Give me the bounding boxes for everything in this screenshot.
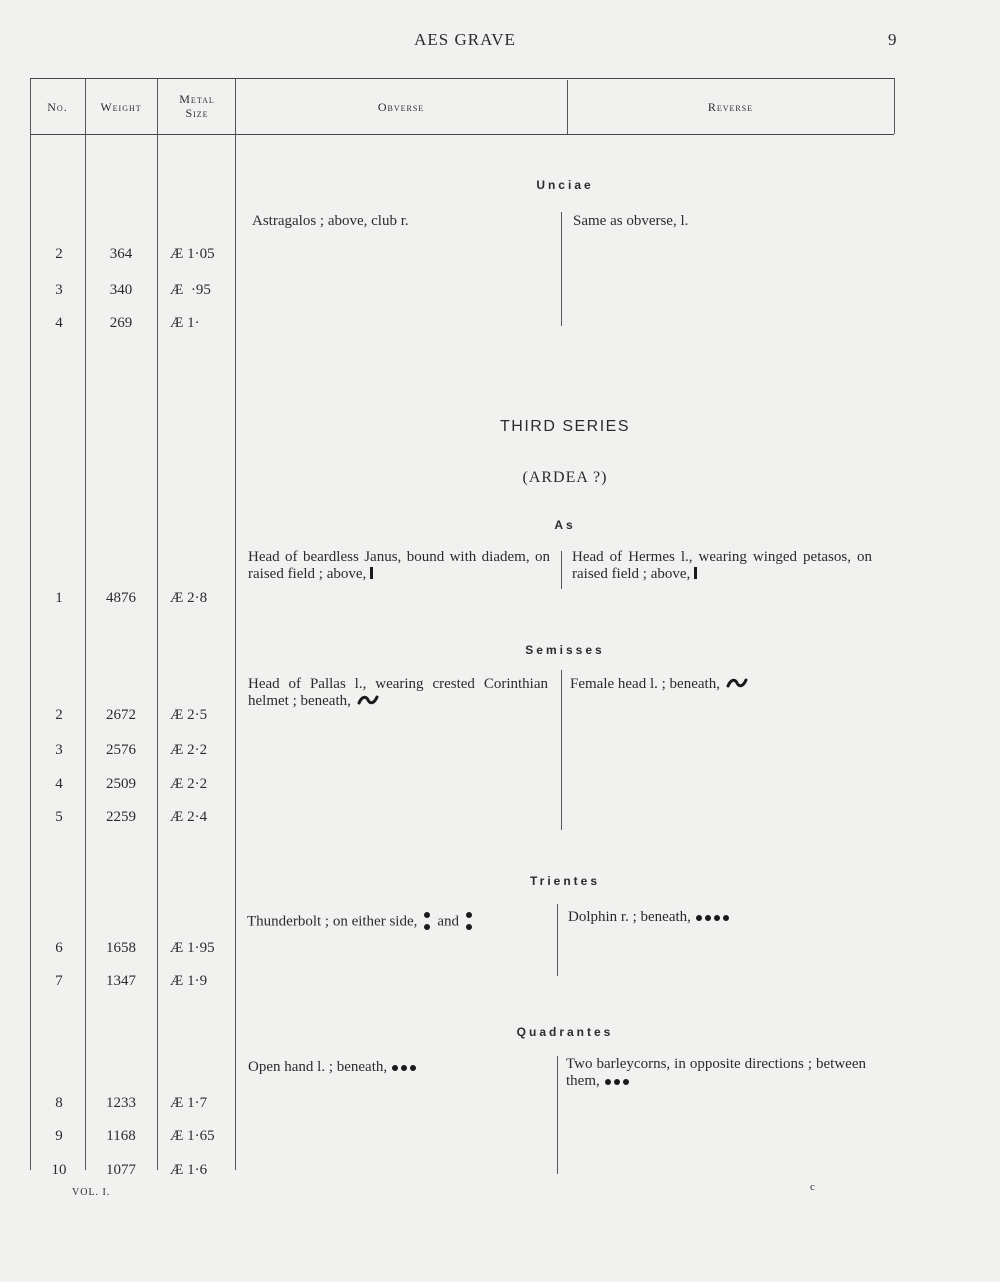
column-header-obverse: Obverse <box>377 100 425 114</box>
sigma-mark-icon <box>357 693 379 710</box>
table-row-weight: 4876 <box>106 590 136 606</box>
unciae-obverse-reverse-divider <box>561 212 562 326</box>
table-row-metal-size: Æ 2·2 <box>170 776 208 792</box>
trientes-reverse <box>568 909 868 926</box>
table-row-no: 4 <box>55 315 63 331</box>
table-top-rule <box>30 78 894 79</box>
semisses-obverse <box>248 676 548 710</box>
section-heading-quadrantes: Quadrantes <box>516 1025 614 1039</box>
left-border <box>30 78 31 1170</box>
table-row-metal-size: Æ 2·2 <box>170 742 208 758</box>
table-row-weight: 340 <box>109 282 133 298</box>
table-row-no: 4 <box>55 776 63 792</box>
mark-bar-icon <box>694 567 697 579</box>
semisses-obverse-reverse-divider <box>561 670 562 830</box>
table-row-no: 3 <box>55 282 63 298</box>
table-row-weight: 1347 <box>106 973 136 989</box>
sigma-mark-icon <box>726 676 748 693</box>
table-row-metal-size: Æ 1·95 <box>170 940 215 956</box>
table-row-weight: 1233 <box>106 1095 136 1111</box>
divider-no-weight <box>85 78 86 1170</box>
running-title: AES GRAVE <box>414 30 516 49</box>
divider-metal-obverse <box>235 78 236 1170</box>
as-reverse-text: Head of Hermes l., wearing winged petasos, on raised field ; above, <box>572 549 872 582</box>
table-row-weight: 2259 <box>106 809 136 825</box>
table-row-weight: 1658 <box>106 940 136 956</box>
two-dots-icon <box>423 910 431 934</box>
table-row-metal-size: Æ 2·8 <box>170 590 208 606</box>
trientes-obverse-reverse-divider <box>557 904 558 976</box>
table-row-no: 5 <box>55 809 63 825</box>
unciae-obverse: Astragalos ; above, club r. <box>252 213 409 229</box>
table-row-no: 1 <box>55 590 63 606</box>
quadrantes-reverse <box>566 1056 866 1090</box>
series-subtitle: (ARDEA ?) <box>522 469 608 486</box>
semisses-reverse-text: Female head l. ; beneath, <box>570 676 720 692</box>
semisses-reverse <box>570 676 870 693</box>
table-row-weight: 2672 <box>106 707 136 723</box>
table-row-weight: 364 <box>109 246 133 262</box>
table-row-weight: 2576 <box>106 742 136 758</box>
table-row-no: 9 <box>55 1128 63 1144</box>
column-header-reverse: Reverse <box>707 100 754 114</box>
quadrantes-obverse-text: Open hand l. ; beneath, <box>248 1059 388 1075</box>
section-heading-unciae: Unciae <box>536 178 594 192</box>
header-bottom-rule <box>30 134 894 135</box>
section-heading-trientes: Trientes <box>529 874 601 888</box>
table-row-weight: 2509 <box>106 776 136 792</box>
trientes-obverse-and: and <box>437 913 460 930</box>
table-row-metal-size: Æ ·95 <box>170 282 211 298</box>
column-header-no: No. <box>47 100 68 114</box>
trientes-obverse <box>247 910 557 934</box>
mark-bar-icon <box>370 567 373 579</box>
section-heading-as: As <box>554 518 576 532</box>
unciae-reverse: Same as obverse, l. <box>573 213 689 229</box>
signature-mark: c <box>810 1181 815 1193</box>
table-row-weight: 1077 <box>106 1162 136 1178</box>
table-row-metal-size: Æ 2·5 <box>170 707 208 723</box>
semisses-obverse-text: Head of Pallas l., wearing crested Corinthian helmet ; beneath, <box>248 676 548 709</box>
table-row-metal-size: Æ 1·05 <box>170 246 215 262</box>
table-row-metal-size: Æ 2·4 <box>170 809 208 825</box>
table-row-metal-size: Æ 1·6 <box>170 1162 208 1178</box>
as-reverse <box>572 549 872 583</box>
trientes-obverse-text: Thunderbolt ; on either side, <box>247 913 418 930</box>
table-row-no: 2 <box>55 707 63 723</box>
table-row-weight: 269 <box>109 315 133 331</box>
as-obverse-text: Head of beardless Janus, bound with diadem, on raised field ; above, <box>248 549 550 582</box>
volume-mark: VOL. I. <box>72 1187 111 1198</box>
table-row-weight: 1168 <box>106 1128 136 1144</box>
table-row-no: 7 <box>55 973 63 989</box>
trientes-reverse-text: Dolphin r. ; beneath, <box>568 909 691 925</box>
page-number: 9 <box>888 30 897 49</box>
as-obverse-reverse-divider <box>561 551 562 589</box>
series-title: THIRD SERIES <box>499 418 630 435</box>
three-dots-icon <box>391 1059 418 1075</box>
table-row-metal-size: Æ 1· <box>170 315 200 331</box>
table-row-no: 8 <box>55 1095 63 1111</box>
column-header-metal-size: Metal Size <box>179 92 215 120</box>
table-row-no: 6 <box>55 940 63 956</box>
three-dots-icon <box>604 1073 631 1089</box>
table-row-metal-size: Æ 1·9 <box>170 973 208 989</box>
table-row-metal-size: Æ 1·65 <box>170 1128 215 1144</box>
table-row-no: 2 <box>55 246 63 262</box>
table-row-no: 10 <box>51 1162 67 1178</box>
section-heading-semisses: Semisses <box>525 643 605 657</box>
table-row-metal-size: Æ 1·7 <box>170 1095 208 1111</box>
column-header-weight: Weight <box>100 100 142 114</box>
quadrantes-obverse-reverse-divider <box>557 1056 558 1174</box>
right-border-header <box>894 78 895 134</box>
table-row-no: 3 <box>55 742 63 758</box>
four-dots-icon <box>695 909 731 925</box>
divider-weight-metal <box>157 78 158 1170</box>
as-obverse <box>248 549 550 583</box>
two-dots-icon <box>465 910 473 934</box>
quadrantes-obverse <box>248 1059 548 1076</box>
quadrantes-reverse-text: Two barleycorns, in opposite directions ; between them, <box>566 1056 866 1089</box>
